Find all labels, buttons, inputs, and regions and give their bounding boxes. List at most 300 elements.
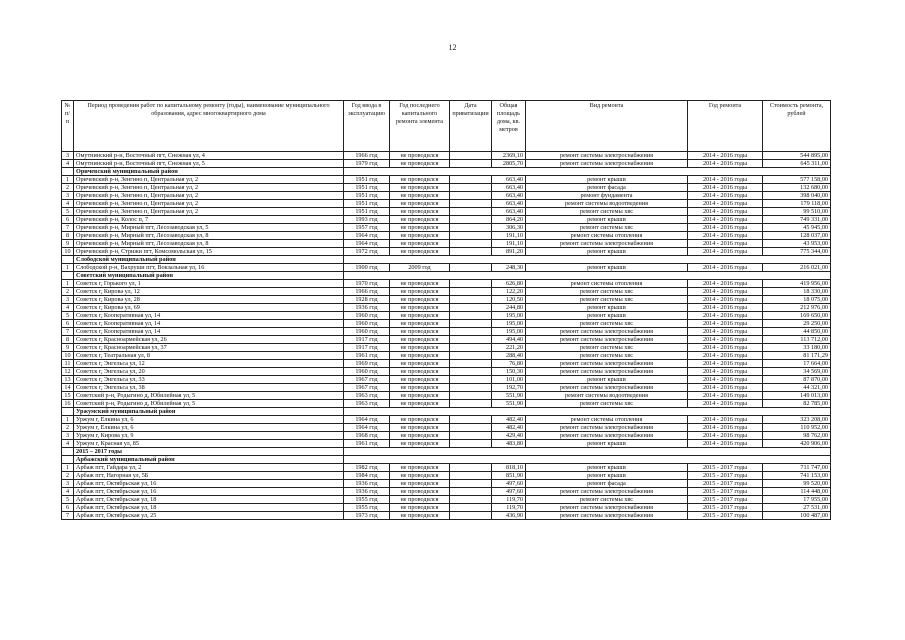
row-repair-year: 2014 - 2016 годы	[688, 160, 763, 168]
row-area: 663,40	[492, 200, 526, 208]
row-last-repair: не проводился	[390, 392, 450, 400]
row-num: 14	[62, 384, 74, 392]
row-num: 1	[62, 176, 74, 184]
section-num-cell	[62, 408, 74, 416]
row-last-repair: не проводился	[390, 368, 450, 376]
header-num: № п/п	[62, 101, 74, 152]
section-empty-cell	[344, 168, 831, 176]
row-repair-year: 2014 - 2016 годы	[688, 304, 763, 312]
row-privatization-date	[450, 384, 492, 392]
row-area: 2805,70	[492, 160, 526, 168]
row-cost: 81 171,29	[763, 352, 831, 360]
row-num: 12	[62, 368, 74, 376]
row-repair-year: 2014 - 2016 годы	[688, 360, 763, 368]
row-last-repair: не проводился	[390, 416, 450, 424]
row-repair-year: 2014 - 2016 годы	[688, 336, 763, 344]
row-num: 2	[62, 288, 74, 296]
row-last-repair: не проводился	[390, 472, 450, 480]
row-repair-type: ремонт системы электроснабжения	[526, 432, 688, 440]
row-repair-year: 2014 - 2016 годы	[688, 208, 763, 216]
row-privatization-date	[450, 344, 492, 352]
row-cost: 749 331,00	[763, 216, 831, 224]
row-area: 663,40	[492, 192, 526, 200]
row-num: 1	[62, 416, 74, 424]
row-area: 663,40	[492, 208, 526, 216]
row-repair-year: 2014 - 2016 годы	[688, 440, 763, 448]
row-repair-year: 2014 - 2016 годы	[688, 176, 763, 184]
table-row	[62, 488, 831, 496]
row-repair-year: 2015 - 2017 годы	[688, 472, 763, 480]
row-area: 494,40	[492, 336, 526, 344]
row-area: 192,70	[492, 384, 526, 392]
row-num: 9	[62, 240, 74, 248]
table-row	[62, 280, 831, 288]
row-last-repair: не проводился	[390, 328, 450, 336]
table-row	[62, 248, 831, 256]
row-address: Оричевский р-н, Зенгино п, Центральная ул, 2	[74, 176, 344, 184]
row-area: 191,10	[492, 240, 526, 248]
row-year-built: 1993 год	[344, 216, 390, 224]
row-num: 5	[62, 208, 74, 216]
row-area: 122,20	[492, 288, 526, 296]
row-year-built: 1964 год	[344, 424, 390, 432]
section-row	[62, 168, 831, 176]
row-repair-type: ремонт фундамента	[526, 192, 688, 200]
row-last-repair: не проводился	[390, 248, 450, 256]
row-address: Советский р-н, Родыгино д, Юбилейная ул, 5	[74, 392, 344, 400]
row-cost: 17 955,00	[763, 496, 831, 504]
row-repair-type: ремонт системы электроснабжения	[526, 240, 688, 248]
row-last-repair: не проводился	[390, 440, 450, 448]
row-num: 3	[62, 480, 74, 488]
row-year-built: 1960 год	[344, 368, 390, 376]
row-last-repair: не проводился	[390, 200, 450, 208]
row-cost: 128 037,00	[763, 232, 831, 240]
row-cost: 577 158,00	[763, 176, 831, 184]
row-privatization-date	[450, 208, 492, 216]
row-address: Советский р-н, Родыгино д, Юбилейная ул, 5	[74, 400, 344, 408]
row-cost: 775 344,00	[763, 248, 831, 256]
row-repair-type: ремонт системы отопления	[526, 416, 688, 424]
row-year-built: 1957 год	[344, 224, 390, 232]
row-address: Советск г, Красноармейская ул, 37	[74, 344, 344, 352]
table-row	[62, 192, 831, 200]
row-address: Арбаж пгт, Октябрьская ул, 16	[74, 480, 344, 488]
table-row	[62, 320, 831, 328]
row-privatization-date	[450, 232, 492, 240]
row-repair-type: ремонт крыши	[526, 464, 688, 472]
row-num: 10	[62, 352, 74, 360]
row-repair-type: ремонт системы электроснабжения	[526, 336, 688, 344]
row-cost: 544 895,00	[763, 152, 831, 160]
row-repair-type: ремонт системы хвс	[526, 344, 688, 352]
row-last-repair: не проводился	[390, 184, 450, 192]
row-year-built: 1969 год	[344, 360, 390, 368]
table-body	[62, 152, 831, 520]
row-last-repair: не проводился	[390, 488, 450, 496]
row-last-repair: не проводился	[390, 152, 450, 160]
row-last-repair: не проводился	[390, 232, 450, 240]
row-repair-type: ремонт системы хвс	[526, 288, 688, 296]
row-area: 429,40	[492, 432, 526, 440]
row-year-built: 1966 год	[344, 152, 390, 160]
row-year-built: 1972 год	[344, 248, 390, 256]
row-privatization-date	[450, 368, 492, 376]
row-last-repair: не проводился	[390, 360, 450, 368]
row-repair-year: 2015 - 2017 годы	[688, 496, 763, 504]
row-year-built: 1967 год	[344, 376, 390, 384]
row-year-built: 1936 год	[344, 304, 390, 312]
row-year-built: 1900 год	[344, 264, 390, 272]
table-row	[62, 392, 831, 400]
row-last-repair: не проводился	[390, 336, 450, 344]
row-privatization-date	[450, 240, 492, 248]
row-area: 195,00	[492, 328, 526, 336]
row-cost: 100 487,00	[763, 512, 831, 520]
table-row	[62, 152, 831, 160]
row-num: 6	[62, 320, 74, 328]
row-last-repair: не проводился	[390, 312, 450, 320]
row-year-built: 1960 год	[344, 328, 390, 336]
row-privatization-date	[450, 176, 492, 184]
section-empty-cell	[344, 272, 831, 280]
row-year-built: 1982 год	[344, 464, 390, 472]
row-last-repair: не проводился	[390, 304, 450, 312]
row-repair-year: 2014 - 2016 годы	[688, 152, 763, 160]
row-cost: 18 330,00	[763, 288, 831, 296]
row-repair-year: 2014 - 2016 годы	[688, 224, 763, 232]
header-repair-type: Вид ремонта	[526, 101, 688, 152]
row-privatization-date	[450, 192, 492, 200]
row-privatization-date	[450, 480, 492, 488]
row-repair-year: 2014 - 2016 годы	[688, 432, 763, 440]
row-address: Оричевский р-н, Зенгино п, Центральная ул, 2	[74, 192, 344, 200]
table-row	[62, 312, 831, 320]
row-repair-type: ремонт крыши	[526, 248, 688, 256]
row-num: 3	[62, 192, 74, 200]
row-privatization-date	[450, 424, 492, 432]
row-repair-year: 2015 - 2017 годы	[688, 464, 763, 472]
row-area: 221,20	[492, 344, 526, 352]
row-privatization-date	[450, 248, 492, 256]
row-last-repair: не проводился	[390, 432, 450, 440]
row-cost: 29 250,00	[763, 320, 831, 328]
row-last-repair: не проводился	[390, 480, 450, 488]
row-num: 7	[62, 328, 74, 336]
header-area: Общая площадь дома, кв. метров	[492, 101, 526, 152]
table-row	[62, 376, 831, 384]
row-cost: 99 510,00	[763, 208, 831, 216]
page-number: 12	[448, 43, 457, 52]
row-last-repair: не проводился	[390, 208, 450, 216]
row-repair-type: ремонт крыши	[526, 376, 688, 384]
row-num: 4	[62, 488, 74, 496]
table-row	[62, 360, 831, 368]
row-privatization-date	[450, 472, 492, 480]
row-repair-year: 2014 - 2016 годы	[688, 288, 763, 296]
row-privatization-date	[450, 224, 492, 232]
row-repair-type: ремонт системы хвс	[526, 296, 688, 304]
row-num: 6	[62, 504, 74, 512]
row-num: 1	[62, 464, 74, 472]
row-privatization-date	[450, 392, 492, 400]
row-address: Оричевский р-н, Колос п, 7	[74, 216, 344, 224]
row-year-built: 1955 год	[344, 504, 390, 512]
row-num: 5	[62, 312, 74, 320]
row-num: 11	[62, 360, 74, 368]
row-year-built: 1917 год	[344, 336, 390, 344]
row-repair-type: ремонт системы отопления	[526, 232, 688, 240]
row-repair-year: 2014 - 2016 годы	[688, 240, 763, 248]
section-num-cell	[62, 168, 74, 176]
row-cost: 44 321,00	[763, 384, 831, 392]
row-cost: 17 664,00	[763, 360, 831, 368]
row-year-built: 1951 год	[344, 184, 390, 192]
row-address: Омутнинский р-н, Восточный пгт, Снежная ул, 4	[74, 152, 344, 160]
row-num: 3	[62, 296, 74, 304]
row-year-built: 1970 год	[344, 280, 390, 288]
row-last-repair: не проводился	[390, 224, 450, 232]
section-empty-cell	[344, 456, 831, 464]
row-cost: 212 976,00	[763, 304, 831, 312]
table-row	[62, 472, 831, 480]
row-privatization-date	[450, 152, 492, 160]
row-address: Советск г, Кирова ул, 28	[74, 296, 344, 304]
row-year-built: 1967 год	[344, 384, 390, 392]
row-year-built: 1964 год	[344, 232, 390, 240]
row-repair-type: ремонт системы электроснабжения	[526, 488, 688, 496]
row-repair-year: 2015 - 2017 годы	[688, 488, 763, 496]
row-address: Оричевский р-н, Мирный пгт, Лесозаводская ул, 8	[74, 240, 344, 248]
row-cost: 149 013,00	[763, 392, 831, 400]
table-row	[62, 264, 831, 272]
row-year-built: 1951 год	[344, 208, 390, 216]
row-cost: 323 208,00	[763, 416, 831, 424]
table-row	[62, 400, 831, 408]
row-repair-year: 2014 - 2016 годы	[688, 392, 763, 400]
row-area: 497,60	[492, 488, 526, 496]
row-year-built: 1960 год	[344, 312, 390, 320]
table-row	[62, 216, 831, 224]
table-row	[62, 328, 831, 336]
table-row	[62, 384, 831, 392]
row-year-built: 1973 год	[344, 512, 390, 520]
row-year-built: 1936 год	[344, 480, 390, 488]
row-num: 2	[62, 472, 74, 480]
row-privatization-date	[450, 280, 492, 288]
row-last-repair: не проводился	[390, 496, 450, 504]
row-area: 663,40	[492, 184, 526, 192]
table-row	[62, 440, 831, 448]
repair-program-table	[61, 100, 831, 520]
row-last-repair: не проводился	[390, 512, 450, 520]
row-repair-type: ремонт крыши	[526, 472, 688, 480]
section-empty-cell	[344, 408, 831, 416]
table-row	[62, 296, 831, 304]
row-repair-type: ремонт крыши	[526, 216, 688, 224]
row-area: 482,40	[492, 424, 526, 432]
row-area: 195,00	[492, 320, 526, 328]
row-area: 120,50	[492, 296, 526, 304]
row-num: 8	[62, 232, 74, 240]
row-year-built: 1984 год	[344, 472, 390, 480]
row-repair-type: ремонт системы отопления	[526, 280, 688, 288]
row-repair-year: 2014 - 2016 годы	[688, 352, 763, 360]
row-last-repair: не проводился	[390, 320, 450, 328]
row-repair-type: ремонт системы электроснабжения	[526, 328, 688, 336]
row-address: Арбаж пгт, Октябрьская ул, 18	[74, 504, 344, 512]
table-row	[62, 496, 831, 504]
row-cost: 741 153,00	[763, 472, 831, 480]
row-repair-type: ремонт крыши	[526, 176, 688, 184]
row-repair-type: ремонт крыши	[526, 312, 688, 320]
row-repair-year: 2014 - 2016 годы	[688, 296, 763, 304]
row-repair-year: 2014 - 2016 годы	[688, 184, 763, 192]
row-repair-year: 2014 - 2016 годы	[688, 416, 763, 424]
row-repair-year: 2014 - 2016 годы	[688, 280, 763, 288]
row-address: Советск г, Энгельса ул, 38	[74, 384, 344, 392]
row-year-built: 1966 год	[344, 288, 390, 296]
row-address: Оричевский р-н, Мирный пгт, Лесозаводская ул, 8	[74, 232, 344, 240]
row-repair-type: ремонт крыши	[526, 264, 688, 272]
row-privatization-date	[450, 376, 492, 384]
row-address: Арбаж пгт, Октябрьская ул, 16	[74, 488, 344, 496]
row-address: Арбаж пгт, Гайдара ул, 2	[74, 464, 344, 472]
table-row	[62, 184, 831, 192]
row-repair-year: 2014 - 2016 годы	[688, 232, 763, 240]
row-year-built: 1979 год	[344, 160, 390, 168]
row-area: 306,30	[492, 224, 526, 232]
table-row	[62, 224, 831, 232]
section-empty-cell	[344, 256, 831, 264]
row-privatization-date	[450, 304, 492, 312]
row-address: Советск г, Энгельса ул, 12	[74, 360, 344, 368]
row-last-repair: не проводился	[390, 280, 450, 288]
row-privatization-date	[450, 336, 492, 344]
row-privatization-date	[450, 320, 492, 328]
row-repair-type: ремонт крыши	[526, 304, 688, 312]
row-repair-type: ремонт системы хвс	[526, 208, 688, 216]
row-cost: 82 785,00	[763, 400, 831, 408]
row-area: 248,30	[492, 264, 526, 272]
row-repair-type: ремонт системы водоотведения	[526, 200, 688, 208]
row-address: Уржум г, Кирова ул, 9	[74, 432, 344, 440]
row-last-repair: 2009 год	[390, 264, 450, 272]
row-cost: 34 569,00	[763, 368, 831, 376]
table-row	[62, 240, 831, 248]
row-last-repair: не проводился	[390, 464, 450, 472]
row-repair-type: ремонт системы электроснабжения	[526, 360, 688, 368]
row-cost: 645 311,00	[763, 160, 831, 168]
row-privatization-date	[450, 352, 492, 360]
row-cost: 420 906,00	[763, 440, 831, 448]
row-privatization-date	[450, 400, 492, 408]
row-year-built: 1961 год	[344, 352, 390, 360]
row-area: 851,90	[492, 472, 526, 480]
row-last-repair: не проводился	[390, 216, 450, 224]
row-area: 119,70	[492, 496, 526, 504]
row-last-repair: не проводился	[390, 176, 450, 184]
table-row	[62, 232, 831, 240]
row-year-built: 1961 год	[344, 440, 390, 448]
row-repair-type: ремонт системы электроснабжения	[526, 424, 688, 432]
row-repair-year: 2014 - 2016 годы	[688, 312, 763, 320]
row-num: 3	[62, 432, 74, 440]
row-repair-type: ремонт системы хвс	[526, 496, 688, 504]
section-title: Оричевский муниципальный район	[74, 168, 344, 176]
row-privatization-date	[450, 440, 492, 448]
row-area: 551,90	[492, 392, 526, 400]
row-privatization-date	[450, 216, 492, 224]
row-last-repair: не проводился	[390, 504, 450, 512]
row-year-built: 1968 год	[344, 432, 390, 440]
table-row	[62, 416, 831, 424]
row-address: Уржум г, Красная ул, 85	[74, 440, 344, 448]
row-repair-year: 2014 - 2016 годы	[688, 248, 763, 256]
row-num: 1	[62, 280, 74, 288]
row-repair-type: ремонт системы хвс	[526, 224, 688, 232]
row-last-repair: не проводился	[390, 384, 450, 392]
row-year-built: 1951 год	[344, 192, 390, 200]
row-year-built: 1936 год	[344, 488, 390, 496]
section-row	[62, 272, 831, 280]
row-privatization-date	[450, 184, 492, 192]
section-title: Уржумский муниципальный район	[74, 408, 344, 416]
row-num: 4	[62, 304, 74, 312]
row-repair-year: 2014 - 2016 годы	[688, 192, 763, 200]
row-last-repair: не проводился	[390, 160, 450, 168]
section-row	[62, 256, 831, 264]
header-privatization-date: Дата приватизации	[450, 101, 492, 152]
row-privatization-date	[450, 488, 492, 496]
row-cost: 87 870,00	[763, 376, 831, 384]
row-area: 482,40	[492, 416, 526, 424]
row-num: 15	[62, 392, 74, 400]
table-row	[62, 200, 831, 208]
row-year-built: 1917 год	[344, 344, 390, 352]
row-last-repair: не проводился	[390, 344, 450, 352]
row-address: Оричевский р-н, Зенгино п, Центральная ул, 2	[74, 208, 344, 216]
row-num: 7	[62, 512, 74, 520]
row-year-built: 1951 год	[344, 200, 390, 208]
row-cost: 98 762,00	[763, 432, 831, 440]
header-repair-year: Год ремонта	[688, 101, 763, 152]
section-row	[62, 456, 831, 464]
row-repair-type: ремонт крыши	[526, 440, 688, 448]
row-address: Оричевский р-н, Зенгино п, Центральная ул, 2	[74, 184, 344, 192]
row-repair-year: 2014 - 2016 годы	[688, 400, 763, 408]
row-repair-type: ремонт фасада	[526, 184, 688, 192]
row-privatization-date	[450, 296, 492, 304]
row-address: Советск г, Кооперативная ул, 14	[74, 312, 344, 320]
row-repair-year: 2014 - 2016 годы	[688, 344, 763, 352]
table-row	[62, 512, 831, 520]
row-privatization-date	[450, 312, 492, 320]
row-repair-year: 2014 - 2016 годы	[688, 424, 763, 432]
row-cost: 18 075,00	[763, 296, 831, 304]
row-address: Советск г, Энгельса ул, 33	[74, 376, 344, 384]
row-year-built: 1964 год	[344, 240, 390, 248]
table-row	[62, 504, 831, 512]
row-num: 4	[62, 160, 74, 168]
row-privatization-date	[450, 288, 492, 296]
row-last-repair: не проводился	[390, 192, 450, 200]
row-repair-year: 2014 - 2016 годы	[688, 328, 763, 336]
header-last-repair: Год последнего капитального ремонта элемента	[390, 101, 450, 152]
row-cost: 45 945,00	[763, 224, 831, 232]
row-address: Оричевский р-н, Зенгино п, Центральная ул, 2	[74, 200, 344, 208]
row-repair-type: ремонт системы хвс	[526, 400, 688, 408]
